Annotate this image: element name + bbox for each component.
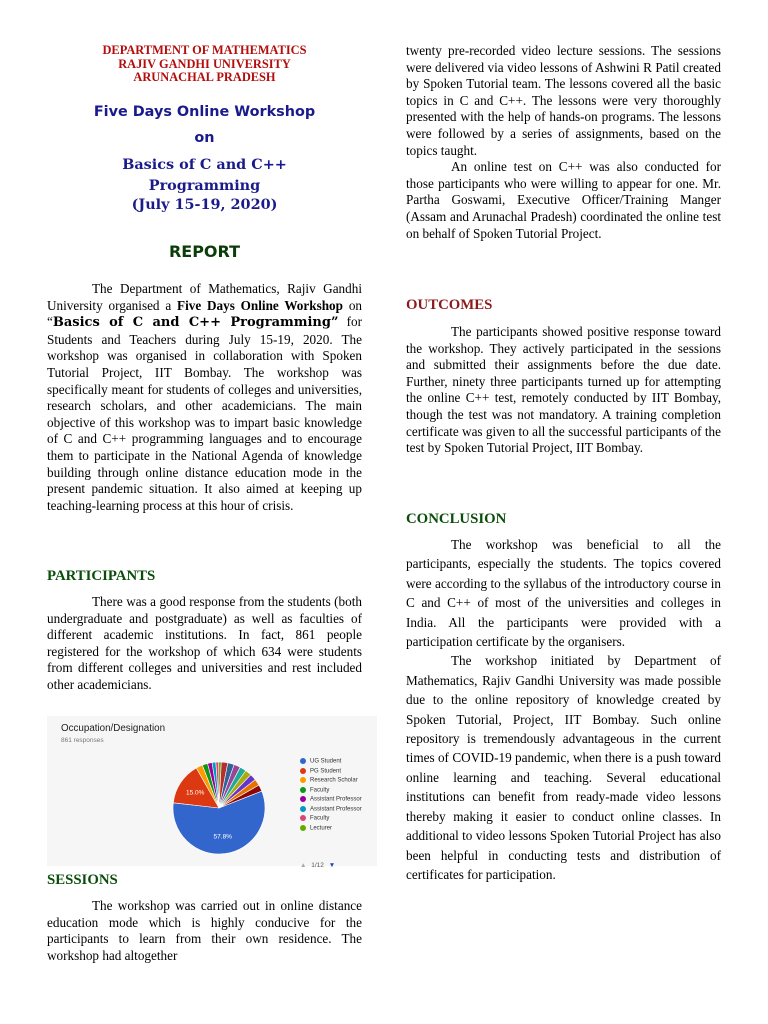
pie-data-label: 57.8% xyxy=(213,833,232,841)
chart-subtitle: 861 responses xyxy=(61,737,104,744)
chart-title: Occupation/Designation xyxy=(61,723,166,734)
legend-item xyxy=(300,787,329,794)
conclusion-heading: CONCLUSION xyxy=(406,511,507,527)
legend-item xyxy=(300,777,358,784)
workshop-dates: (July 15-19, 2020) xyxy=(131,196,278,213)
intro-bold-workshop: Five Days Online Workshop xyxy=(177,297,343,313)
conclusion-section xyxy=(406,535,721,884)
legend-item xyxy=(300,758,341,765)
intro-text-b: on “ xyxy=(47,297,363,330)
intro-paragraph xyxy=(47,281,362,514)
intro-text-c: for Students and Teachers during July 15-19, 2020. The workshop was organised in collaboration with Spoken Tutorial Project, IIT Bombay. The workshop was specifically meant for students of colleges and universities, research scholars, and other academicians. The main objective of this workshop was to impart basic knowledge of C and C++ programming languages and to encourage them to participate in the National Agenda of knowledge building through online distance education mode in the present pandemic situation. It also aimed at keeping up teaching-learning process at this hour of crisis. xyxy=(47,314,362,513)
pager-label: 1/12 xyxy=(311,862,324,869)
sessions-heading: SESSIONS xyxy=(47,872,118,888)
legend-swatch xyxy=(300,758,306,764)
legend-label: PG Student xyxy=(310,768,342,775)
sessions-right xyxy=(406,43,721,242)
conclusion-paragraph-1: The workshop was beneficial to all the participants, especially the students. The topics covered were according to the syllabus of the introductory course in C and C++ of most of the universities and colleges in India. All the participants were provided with a participation certificate by the organisers. xyxy=(406,537,721,650)
legend-swatch xyxy=(300,787,306,793)
participants-paragraph: There was a good response from the students (both undergraduate and postgraduate) as well as faculties of different academic institutions. In fact, 861 people registered for the workshop of which 634 were students from different colleges and universities and rest included other academicians. xyxy=(47,594,362,692)
workshop-title: Five Days Online Workshop xyxy=(93,104,316,120)
sessions-paragraph-left: The workshop was carried out in online distance education mode which is highly conducive for the participants to learn from their own residence. The workshop had altogether xyxy=(47,898,362,963)
participants-heading: PARTICIPANTS xyxy=(47,568,156,584)
legend-label: Faculty xyxy=(310,815,330,822)
pager-next-icon[interactable]: ▼ xyxy=(328,862,336,869)
legend-item xyxy=(300,825,332,832)
legend-item xyxy=(300,806,362,813)
legend-label: Lecturer xyxy=(310,825,333,832)
sessions-paragraph-right: twenty pre-recorded video lecture sessions. The sessions were delivered via video lessons of Ashwini R Patil created by Spoken Tutorial team. The lessons covered all the basic topics in C and C++. The lessons were very thoroughly presented with the help of hands-on programs. The lessons were followed by a series of assignments, based on the topics taught. xyxy=(406,43,721,158)
legend-swatch xyxy=(300,806,306,812)
report-heading: REPORT xyxy=(168,242,241,261)
intro-section xyxy=(47,281,362,514)
dept-line-2: RAJIV GANDHI UNIVERSITY xyxy=(118,56,291,71)
dept-line-3: ARUNACHAL PRADESH xyxy=(133,70,276,85)
legend-swatch xyxy=(300,796,306,802)
legend-swatch xyxy=(300,768,306,774)
legend-swatch xyxy=(300,777,306,783)
topic-line-2: Programming xyxy=(148,177,261,194)
workshop-on: on xyxy=(194,130,215,146)
legend-label: Faculty xyxy=(310,787,330,794)
legend-swatch xyxy=(300,815,306,821)
pager-prev-icon[interactable]: ▲ xyxy=(300,862,307,869)
dept-line-1: DEPARTMENT OF MATHEMATICS xyxy=(102,43,307,57)
participants-section xyxy=(47,594,362,694)
intro-bold-topic: Basics of C and C++ Programming” xyxy=(52,315,339,331)
legend-label: Research Scholar xyxy=(310,777,358,784)
intro-text-a: The Department of Mathematics, Rajiv Gandhi University organised a xyxy=(47,281,362,313)
outcomes-heading: OUTCOMES xyxy=(406,297,493,313)
legend-pager[interactable] xyxy=(300,862,335,869)
legend-label: UG Student xyxy=(310,758,342,765)
pie-data-label: 15.0% xyxy=(185,789,205,797)
sessions-paragraph-2: An online test on C++ was also conducted for those participants who were willing to appear for one. Mr. Partha Goswami, Executive Officer/Training Manger (Assam and Arunachal Pradesh) coordinated the online test on behalf of Spoken Tutorial Project. xyxy=(406,159,721,241)
conclusion-paragraph-2: The workshop initiated by Department of Mathematics, Rajiv Gandhi University was made possible due to the online repository of knowledge created by Spoken Tutorial, Project, IIT Bombay. Such online repository is tremendously advantageous in the current times of COVID-19 pandemic, when there is a push toward online learning and teaching. Several educational institutions can benefit from ready-made video lessons thereby making it easier to conduct online classes. In additional to video lessons Spoken Tutorial Project has also been helpful in conducting tests and distribution of certificates for participation. xyxy=(406,653,721,882)
legend-item xyxy=(300,815,329,822)
legend-swatch xyxy=(300,825,306,831)
outcomes-section xyxy=(406,324,721,457)
legend-item xyxy=(300,768,341,775)
sessions-left xyxy=(47,898,362,964)
topic-line-1: Basics of C and C++ xyxy=(122,156,287,173)
outcomes-paragraph: The participants showed positive response toward the workshop. They actively participated in the sessions and submitted their assignments before the due date. Further, ninety three participants turned up for attempting the online C++ test, remotely conducted by IIT Bombay, though the test was not mandatory. A training completion certificate was given to all the successful participants of the test by Spoken Tutorial Project, IIT Bombay. xyxy=(406,324,721,456)
legend-item xyxy=(300,796,362,803)
department-header xyxy=(47,44,362,85)
legend-label: Assistant Professor xyxy=(310,806,362,813)
legend-label: Assistant Professor xyxy=(310,796,362,803)
occupation-pie-chart xyxy=(47,716,377,869)
